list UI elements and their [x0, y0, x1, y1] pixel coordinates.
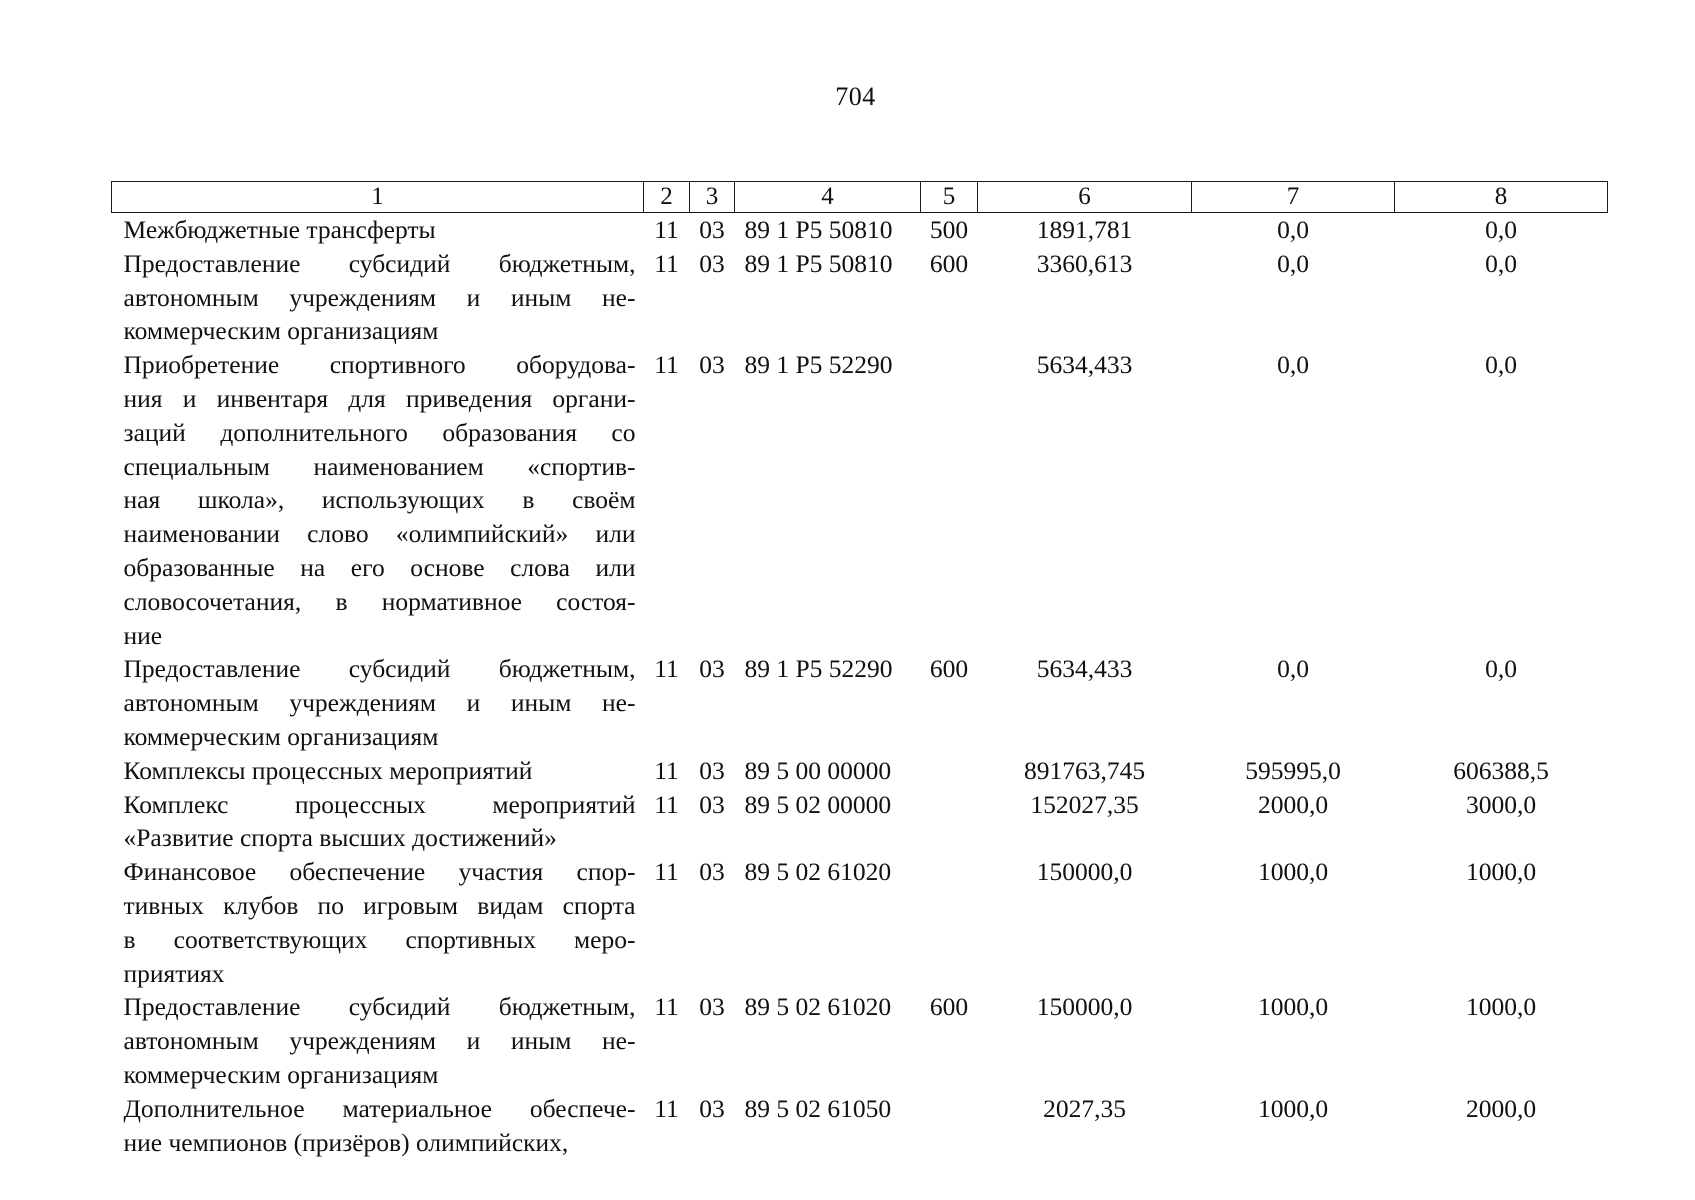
cell-amount-col6: 5634,433 [1036, 654, 1133, 684]
cell-target-code: 89 5 02 61050 [744, 1093, 892, 1123]
table-row [112, 1092, 1608, 1160]
cell-amount-col8: 3000,0 [1465, 789, 1537, 819]
item-name-line: специальным наименованием «спортив- [123, 451, 636, 481]
item-name-line: наименовании слово «олимпийский» или [123, 519, 636, 549]
cell-section: 11 [654, 215, 679, 244]
column-header-7: 7 [1192, 182, 1395, 213]
cell-target-code: 89 5 02 61020 [744, 857, 892, 887]
cell-amount-col6: 2027,35 [1043, 1093, 1126, 1123]
cell-subsection: 03 [699, 789, 725, 819]
cell-expense-type: 500 [929, 215, 969, 244]
item-name-line: Комплексы процессных мероприятий [123, 755, 533, 785]
item-name-line: в соответствующих спортивных меро- [123, 924, 636, 954]
cell-section: 11 [654, 350, 679, 380]
column-header-2: 2 [644, 182, 690, 213]
cell-subsection: 03 [699, 215, 725, 244]
cell-amount-col6: 1891,781 [1036, 215, 1133, 244]
item-name-line: ние [123, 620, 163, 650]
cell-section: 11 [654, 755, 679, 785]
column-header-4: 4 [735, 182, 921, 213]
item-name-line: автономным учреждениям и иным не- [123, 1026, 636, 1056]
item-name-line: ная школа», использующих в своём [123, 485, 636, 515]
table-row [112, 855, 1608, 990]
cell-expense-type [921, 788, 978, 856]
table-body [112, 213, 1608, 1160]
item-name-line: Приобретение спортивного оборудова- [123, 350, 636, 380]
cell-item-name [112, 754, 644, 788]
cell-section: 11 [654, 654, 679, 684]
table-row [112, 247, 1608, 348]
cell-amount-col7: 1000,0 [1257, 992, 1329, 1022]
cell-amount-col7: 0,0 [1277, 350, 1309, 380]
item-name-line: «Развитие спорта высших достижений» [123, 823, 557, 853]
budget-table [111, 181, 1608, 1159]
cell-target-code: 89 5 02 61020 [744, 992, 892, 1022]
cell-subsection: 03 [699, 992, 725, 1022]
cell-amount-col8: 1000,0 [1465, 992, 1537, 1022]
column-header-5: 5 [921, 182, 978, 213]
item-name-line: Предоставление субсидий бюджетным, [123, 992, 636, 1022]
item-name-line: словосочетания, в нормативное состоя- [123, 586, 636, 616]
cell-item-name [112, 990, 644, 1091]
cell-subsection: 03 [699, 857, 725, 887]
item-name-line: Предоставление субсидий бюджетным, [123, 654, 636, 684]
cell-expense-type [921, 1092, 978, 1160]
column-header-1: 1 [112, 182, 644, 213]
cell-subsection: 03 [699, 755, 725, 785]
cell-subsection: 03 [699, 350, 725, 380]
item-name-line: Предоставление субсидий бюджетным, [123, 248, 636, 278]
cell-target-code: 89 5 02 00000 [744, 789, 892, 819]
cell-section: 11 [654, 789, 679, 819]
cell-amount-col8: 1000,0 [1465, 857, 1537, 887]
cell-expense-type: 600 [929, 654, 969, 684]
table-row [112, 788, 1608, 856]
table-row [112, 990, 1608, 1091]
table-row [112, 754, 1608, 788]
cell-subsection: 03 [699, 1093, 725, 1123]
item-name-line: тивных клубов по игровым видам спорта [123, 890, 636, 920]
cell-amount-col8: 0,0 [1485, 215, 1517, 244]
page-number: 704 [835, 82, 876, 111]
cell-amount-col7: 0,0 [1277, 215, 1309, 244]
column-header-8: 8 [1395, 182, 1608, 213]
cell-item-name [112, 348, 644, 652]
item-name-line: ние чемпионов (призёров) олимпийских, [123, 1127, 569, 1157]
item-name-line: образованные на его основе слова или [123, 552, 636, 582]
item-name-line: Дополнительное материальное обеспече- [123, 1093, 636, 1123]
item-name-line: Межбюджетные трансферты [123, 215, 436, 244]
cell-amount-col8: 0,0 [1485, 248, 1517, 278]
cell-amount-col6: 150000,0 [1036, 857, 1133, 887]
cell-subsection: 03 [699, 248, 725, 278]
item-name-line: Комплекс процессных мероприятий [123, 789, 636, 819]
cell-amount-col7: 1000,0 [1257, 1093, 1329, 1123]
table-header [112, 182, 1608, 213]
cell-amount-col8: 2000,0 [1465, 1093, 1537, 1123]
cell-amount-col6: 150000,0 [1036, 992, 1133, 1022]
item-name-line: коммерческим организациям [123, 1059, 439, 1089]
item-name-line: коммерческим организациям [123, 721, 439, 751]
cell-amount-col7: 2000,0 [1257, 789, 1329, 819]
cell-amount-col7: 0,0 [1277, 248, 1309, 278]
cell-target-code: 89 1 P5 50810 [744, 215, 893, 244]
cell-target-code: 89 5 00 00000 [744, 755, 892, 785]
table-row [112, 213, 1608, 247]
item-name-line: Финансовое обеспечение участия спор- [123, 857, 636, 887]
cell-amount-col7: 1000,0 [1257, 857, 1329, 887]
cell-amount-col7: 0,0 [1277, 654, 1309, 684]
cell-item-name [112, 1092, 644, 1160]
item-name-line: автономным учреждениям и иным не- [123, 282, 636, 312]
cell-section: 11 [654, 248, 679, 278]
cell-amount-col8: 606388,5 [1453, 755, 1549, 785]
cell-amount-col6: 5634,433 [1036, 350, 1133, 380]
cell-item-name [112, 652, 644, 753]
item-name-line: заций дополнительного образования со [123, 417, 636, 447]
cell-expense-type: 600 [929, 248, 969, 278]
cell-section: 11 [654, 992, 679, 1022]
cell-expense-type [921, 855, 978, 990]
item-name-line: коммерческим организациям [123, 316, 439, 346]
table-row [112, 348, 1608, 652]
item-name-line: автономным учреждениям и иным не- [123, 688, 636, 718]
cell-item-name [112, 247, 644, 348]
cell-subsection: 03 [699, 654, 725, 684]
cell-amount-col6: 152027,35 [1030, 789, 1139, 819]
header-row [112, 182, 1608, 213]
cell-target-code: 89 1 P5 50810 [744, 248, 893, 278]
table-row [112, 652, 1608, 753]
cell-expense-type [921, 348, 978, 652]
column-header-3: 3 [690, 182, 735, 213]
cell-item-name [112, 213, 644, 247]
cell-expense-type: 600 [929, 992, 969, 1022]
cell-target-code: 89 1 P5 52290 [744, 654, 893, 684]
item-name-line: приятиях [123, 958, 225, 988]
cell-amount-col8: 0,0 [1485, 654, 1517, 684]
cell-target-code: 89 1 P5 52290 [744, 350, 893, 380]
cell-amount-col6: 891763,745 [1023, 755, 1146, 785]
cell-item-name [112, 855, 644, 990]
cell-amount-col6: 3360,613 [1036, 248, 1133, 278]
column-header-6: 6 [978, 182, 1192, 213]
cell-expense-type [921, 754, 978, 788]
cell-section: 11 [654, 1093, 679, 1123]
item-name-line: ния и инвентаря для приведения органи- [123, 383, 636, 413]
cell-item-name [112, 788, 644, 856]
cell-amount-col7: 595995,0 [1245, 755, 1341, 785]
cell-section: 11 [654, 857, 679, 887]
cell-amount-col8: 0,0 [1485, 350, 1517, 380]
